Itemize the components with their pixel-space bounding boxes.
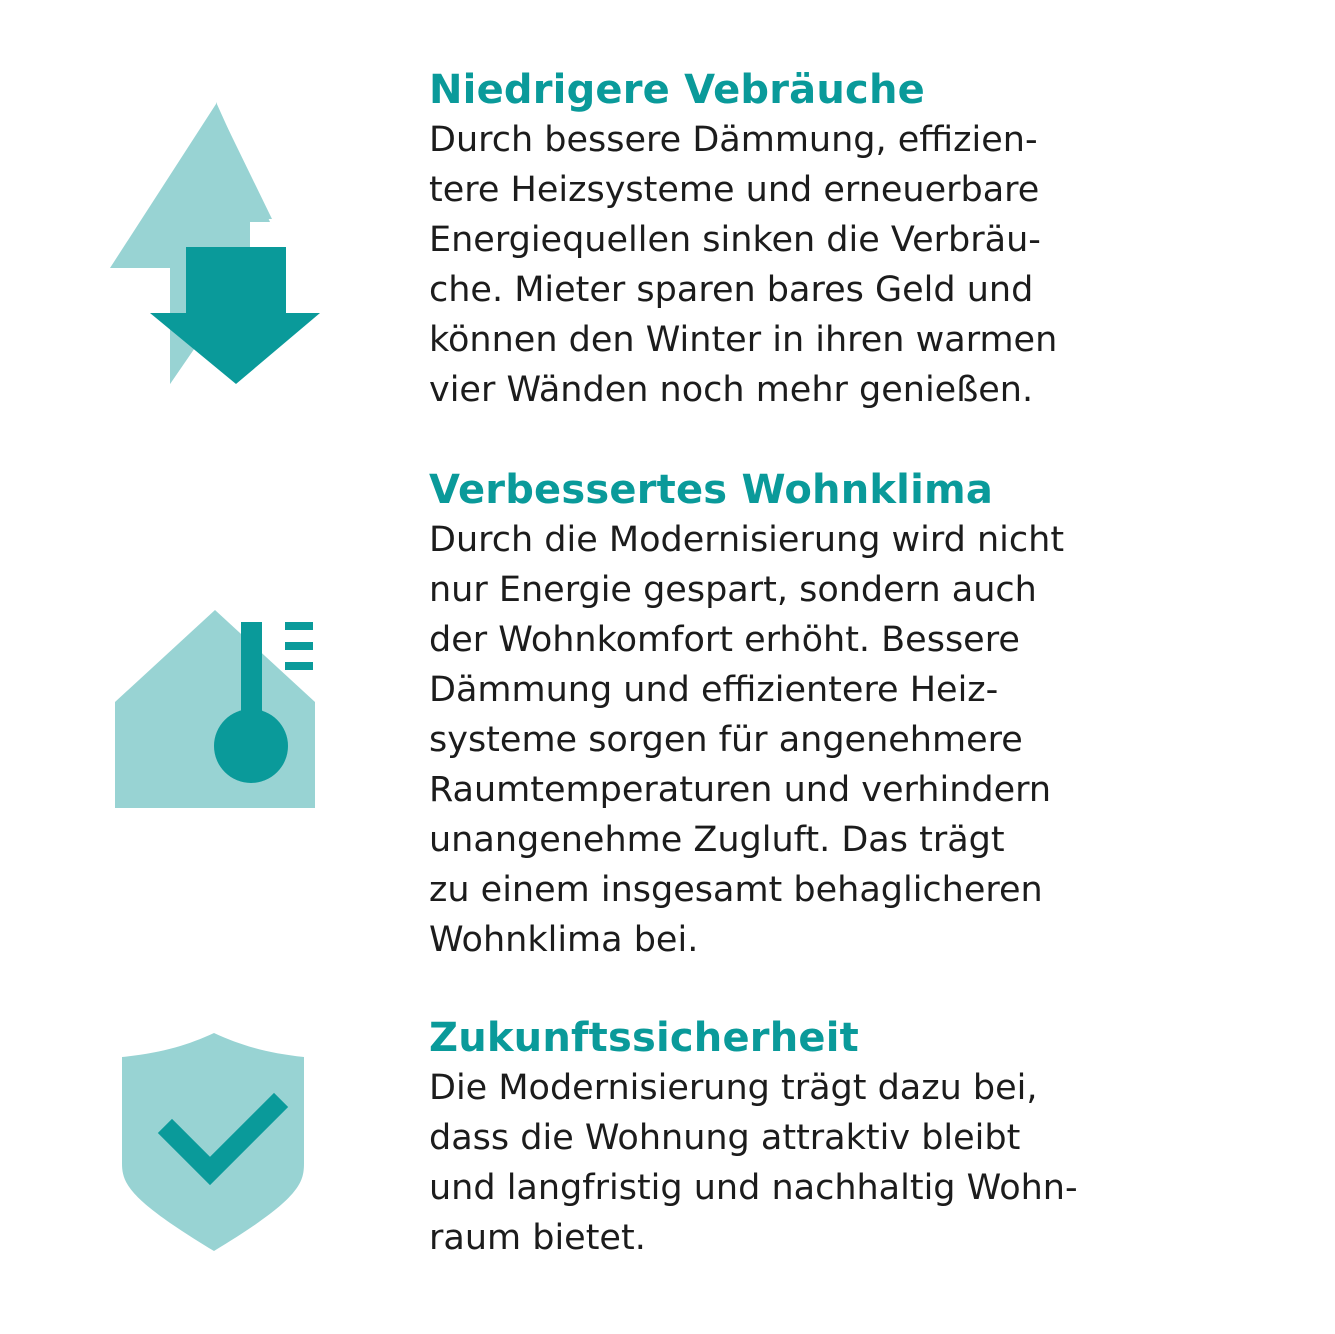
body-line: vier Wänden noch mehr genießen.	[429, 370, 1034, 410]
body-line: Die Modernisierung trägt dazu bei,	[429, 1068, 1038, 1108]
section-heading: Verbessertes Wohnklima	[429, 467, 994, 513]
body-line: dass die Wohnung attraktiv bleibt	[429, 1118, 1021, 1158]
body-line: Wohnklima bei.	[429, 920, 699, 960]
body-line: Energiequellen sinken die Verbräu-	[429, 220, 1041, 260]
body-line: unangenehme Zugluft. Das trägt	[429, 820, 1005, 860]
house-thermometer-icon	[115, 610, 315, 810]
section-energy	[429, 65, 1309, 415]
body-line: Durch die Modernisierung wird nicht	[429, 520, 1065, 560]
energy-down-icon	[108, 102, 322, 386]
body-line: und langfristig und nachhaltig Wohn-	[429, 1168, 1078, 1208]
section-climate	[429, 465, 1309, 965]
body-line: tere Heizsysteme und erneuerbare	[429, 170, 1040, 210]
body-line: Dämmung und effizientere Heiz-	[429, 670, 999, 710]
body-line: Raumtemperaturen und verhindern	[429, 770, 1052, 810]
body-line: können den Winter in ihren warmen	[429, 320, 1058, 360]
body-line: raum bietet.	[429, 1218, 646, 1258]
body-line: zu einem insgesamt behaglicheren	[429, 870, 1043, 910]
section-future	[429, 1013, 1309, 1263]
body-line: nur Energie gespart, sondern auch	[429, 570, 1037, 610]
body-line: che. Mieter sparen bares Geld und	[429, 270, 1034, 310]
body-line: systeme sorgen für angenehmere	[429, 720, 1023, 760]
section-heading: Zukunftssicherheit	[429, 1015, 859, 1061]
shield-check-icon	[122, 1033, 306, 1253]
section-heading: Niedrigere Vebräuche	[429, 67, 925, 113]
body-line: der Wohnkomfort erhöht. Bessere	[429, 620, 1020, 660]
body-line: Durch bessere Dämmung, effizien-	[429, 120, 1038, 160]
